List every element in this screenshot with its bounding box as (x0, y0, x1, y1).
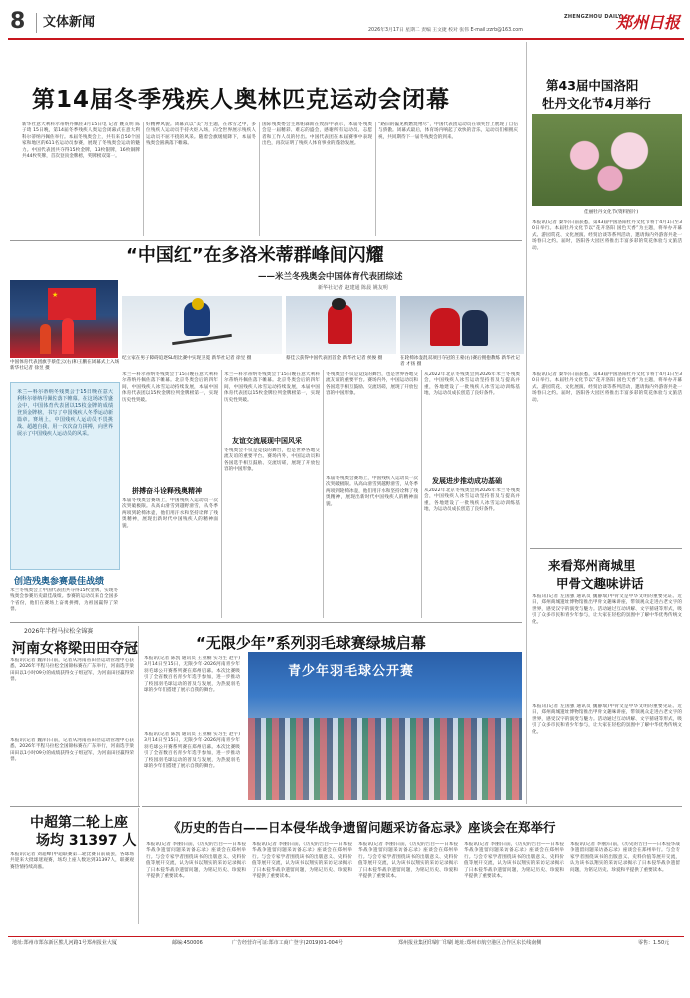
feature-text-c: 冬残奥会不仅是竞技的舞台，也是世界各地交流友谊的重要平台。赛场内外，中国运动员和各国选手相互鼓励、交流切磋，展现了开放包容的中国形象。 (224, 448, 320, 473)
henan-text: 本报讯(记者 魏萍)日前，记者从河南省田径运动管理中心获悉，2026年半程马拉松全国锦标赛在广东举行，河南选手梁田田以1小时09分的成绩获得女子组冠军，为河南田径赢得荣誉。 (10, 658, 134, 683)
caption-cai-jiayun: 蔡佳云获得中国代表团首金 新华社记者 侯俊 摄 (286, 356, 383, 361)
badminton-banner-text: 青少年羽毛球公开赛 (288, 664, 415, 679)
zhongchao-text: 本报讯(记者 刘超峰)中超联赛第二轮比赛日前战罢，各球场共迎来大批球迷观赛，场均上座人数达到31397人，联赛观赛热情持续高涨。 (10, 852, 134, 870)
feature-text-e: 从2022年北京冬残奥会到2026年米兰冬残奥会，中国残疾人冰雪运动坚持普及与提高并重，各地建设了一批残疾人冰雪运动训练基地，为运动员成长创造了良好条件。 (424, 488, 520, 513)
feature-subhead: ——米兰冬残奥会中国体育代表团综述 (258, 272, 403, 282)
oracle-text: 本报讯(记者 左国强 通讯员 魏静瑞)甲骨文是中华文明的重要见证。近日，郑州商城遗址博物馆推出甲骨文趣味讲座，带领观众走进古老文字的世界，感受汉字的演变与魅力。活动通过互动讲解、文字猜谜等形式，吸引了众多市民和青少年参与，让大家在轻松的氛围中了解中华优秀传统文化。 (532, 594, 682, 625)
history-col-3: 本报讯(记者 李丽)日前，《历史的告白——日本侵华战争遗留问题采访备忘录》座谈会在郑州举行。与会专家学者围绕该书的出版意义、史料价值等展开交流，认为该书以翔实的采访记录揭示了日本侵华战争遗留问题，为铭记历史、珍爱和平提供了重要读本。 (358, 842, 458, 880)
paper-en-name: ZHENGZHOU DAILY (564, 14, 622, 20)
feature-text-d-top: 冬残奥会不仅是竞技的舞台，也是世界各地交流友谊的重要平台。赛场内外，中国运动员和各国选手相互鼓励、交流切磋，展现了开放包容的中国形象。 (326, 372, 418, 397)
history-col-2: 本报讯(记者 李丽)日前，《历史的告白——日本侵华战争遗留问题采访备忘录》座谈会在郑州举行。与会专家学者围绕该书的出版意义、史料价值等展开交流，认为该书以翔实的采访记录揭示了日本侵华战争遗留问题，为铭记历史、珍爱和平提供了重要读本。 (252, 842, 352, 880)
footer-price: 零售：1.50元 (638, 940, 670, 946)
feature-text-c-top: 米兰—科尔蒂纳冬残奥会于15日晚在意大利科尔蒂纳丹佩佐落下帷幕。北京冬奥会后的四年间，中国残疾人冰雪运动持续发展，本届中国体育代表团以15枚金牌位列金牌榜第一，实现历史性突破。 (224, 372, 320, 403)
sidebar-summary-text: 米兰—科尔蒂纳冬残奥会于15日晚在意大利科尔蒂纳丹佩佐落下帷幕。在这场冰雪盛会中，中国体育代表团以15枚金牌的成绩登顶金牌榜，书写了中国残疾人冬季运动新篇章。赛场上，中国残疾人运动员不畏挑战、超越自我，用一次次奋力拼搏，向世界展示了中国残疾人运动员的风采。 (17, 389, 113, 437)
photo-flag-bearer: ★ (10, 280, 118, 358)
peony-text: 本报讯(记者 秦华)日前获悉，第43届中国洛阳牡丹文化节将于4月1日至30日举行。本届牡丹文化节以“花开洛阳 国色天香”为主题，将举办开幕式、游园赏花、文化展演、经贸洽谈等系列活动，邀请海内外游客共赴一场春日之约。届时，洛阳各大园区将推出丰富多彩的赏花体验与文旅活动。 (532, 220, 682, 251)
left-story-text: 米兰冬残奥会上中国代表团共夺得15枚金牌，实现冬残奥会参赛历史最佳战绩。参赛的运动员来自全国多个省份，他们在赛场上奋勇拼搏，为祖国赢得了荣誉。 (10, 588, 118, 613)
feature-subhead-3: 发展进步推动成功基础 (432, 477, 502, 485)
oracle-headline-1: 来看郑州商城里 (548, 558, 636, 573)
henan-tag: 2026年半程马拉松全锦赛 (24, 628, 94, 635)
badminton-headline: “无限少年”系列羽毛球赛绿城启幕 (196, 634, 426, 652)
sidebar-summary-box (10, 382, 120, 570)
footer-ad-license: 广告经营许可证:郑市工商广登字(2019)01-004号 (232, 940, 344, 946)
feature-headline: “中国红”在多洛米蒂群峰间闪耀 (126, 245, 384, 266)
feature-subhead-1: 拼搏奋斗诠释残奥精神 (132, 487, 202, 495)
oracle-headline-2: 甲骨文趣味讲话 (556, 576, 644, 591)
feature-subhead-2: 友谊交流展现中国风采 (232, 437, 302, 445)
zhongchao-headline-2: 场均 31397 人 (36, 833, 137, 849)
feature-text-d: 从2022年北京冬残奥会到2026年米兰冬残奥会，中国残疾人冰雪运动坚持普及与提高并重，各地建设了一批残疾人冰雪运动训练基地，为运动员成长创造了良好条件。 (424, 372, 520, 397)
peony-text-2: 本报讯(记者 秦华)日前获悉，第43届中国洛阳牡丹文化节将于4月1日至30日举行。本届牡丹文化节以“花开洛阳 国色天香”为主题，将举办开幕式、游园赏花、文化展演、经贸洽谈等系列活动，邀请海内外游客共赴一场春日之约。届时，洛阳各大园区将推出丰富多彩的赏花体验与文旅活动。 (532, 372, 682, 403)
zhongchao-headline-1: 中超第二轮上座 (30, 815, 128, 831)
badminton-text-2: 本报讯(记者 陈凯 通讯员 王亚楠 实习生 赵宇)3月14日至15日，无限少年·2026河南青少年羽毛球公开赛系列赛在郑州启幕。本次比赛吸引了全省数百名青少年选手参加，进一步推动了校园羽毛球运动的普及与发展，为热爱羽毛球的少年们搭建了展示自我的舞台。 (144, 732, 240, 770)
photo-ji-lijia (122, 296, 282, 354)
caption-wang-meng: 在轮椅冰壶混双项目夺冠的王蒙(右)赛后拥抱教练 新华社记者 才扬 摄 (400, 356, 520, 367)
footer-postal: 邮编:450006 (172, 940, 203, 946)
feature-text-a: 米兰—科尔蒂纳冬残奥会于15日晚在意大利科尔蒂纳丹佩佐落下帷幕。北京冬奥会后的四年间，中国残疾人冰雪运动持续发展，本届中国体育代表团以15枚金牌位列金牌榜第一，实现历史性突破。 (122, 372, 218, 403)
peony-headline-1: 第43届中国洛阳 (546, 78, 639, 93)
history-headline: 《历史的告白——日本侵华战争遗留问题采访备忘录》座谈会在郑举行 (168, 820, 556, 835)
peony-headline-2: 牡丹文化节4月举行 (542, 96, 651, 111)
history-col-4: 本报讯(记者 李丽)日前，《历史的告白——日本侵华战争遗留问题采访备忘录》座谈会在郑州举行。与会专家学者围绕该书的出版意义、史料价值等展开交流，认为该书以翔实的采访记录揭示了日本侵华战争遗留问题，为铭记历史、珍爱和平提供了重要读本。 (464, 842, 564, 880)
badminton-text: 本报讯(记者 陈凯 通讯员 王亚楠 实习生 赵宇)3月14日至15日，无限少年·2026河南青少年羽毛球公开赛系列赛在郑州启幕。本次比赛吸引了全省数百名青少年选手参加，进一步推动了校园羽毛球运动的普及与发展，为热爱羽毛球的少年们搭建了展示自我的舞台。 (144, 656, 240, 694)
history-col-1: 本报讯(记者 李丽)日前，《历史的告白——日本侵华战争遗留问题采访备忘录》座谈会在郑州举行。与会专家学者围绕该书的出版意义、史料价值等展开交流，认为该书以翔实的采访记录揭示了日本侵华战争遗留问题，为铭记历史、珍爱和平提供了重要读本。 (146, 842, 246, 880)
lead-headline: 第14届冬季残疾人奥林匹克运动会闭幕 (32, 87, 451, 113)
caption-ji-lijia: 纪立家在男子障碍追逐SL组比赛中实现卫冕 新华社记者 徐昱 摄 (122, 356, 252, 361)
lead-col-1: 新华社意大利科尔蒂纳丹佩佐3月15日电 记者 姚友明 陈子琦 15日晚，第14届冬季残疾人奥运会闭幕式在意大利科尔蒂纳丹佩佐举行。本届冬残奥会上，共有来自50个国家和地区的611名运动员参赛，展现了冬残奥会运动的魅力。中国代表团共夺得15枚金牌，13枚银牌，16枚铜牌共44枚奖牌，首次登顶金牌榜，奖牌榜双第一。 (22, 122, 140, 160)
photo-cai-jiayun (286, 296, 396, 354)
left-story-headline: 创造残奥参赛最佳战绩 (14, 577, 105, 587)
lead-col-2: 好精神风貌。闭幕式以“美”为主题，在冰雪之中，多位残疾人运动员手持火炬入场，向全世界展示残疾人运动员不屈不挠的风采。随着会旗缓缓降下，本届冬残奥会圆满落下帷幕。 (146, 122, 256, 147)
footer (8, 936, 684, 949)
history-col-5: 本报讯(记者 李丽)日前，《历史的告白——日本侵华战争遗留问题采访备忘录》座谈会在郑州举行。与会专家学者围绕该书的出版意义、史料价值等展开交流，认为该书以翔实的采访记录揭示了日本侵华战争遗留问题，为铭记历史、珍爱和平提供了重要读本。 (570, 842, 680, 873)
footer-address: 地址:郑州市郑东新区熊儿河路1号郑州报业大厦 (12, 940, 117, 946)
footer-printer: 郑州报业集团印刷厂印刷 地址:郑州市航空港区合作区东长线南侧 (398, 940, 542, 946)
henan-headline: 河南女将梁田田夺冠 (12, 641, 138, 657)
photo-wang-meng (400, 296, 524, 354)
feature-text-f: 本届冬残奥会赛场上，中国残疾人运动员一次次突破极限。从高山滑雪到越野滑雪，从冬季两项到轮椅冰壶，他们用汗水和坚持诠释了残奥精神，展现出新时代中国残疾人的精神面貌。 (326, 476, 418, 507)
date-line: 2026年3月17日 星期二 责编 王文捷 校对 张伟 E-mail:zzrb@163.com (368, 28, 523, 33)
oracle-text-2: 本报讯(记者 左国强 通讯员 魏静瑞)甲骨文是中华文明的重要见证。近日，郑州商城遗址博物馆推出甲骨文趣味讲座，带领观众走进古老文字的世界，感受汉字的演变与魅力。活动通过互动讲解、文字猜谜等形式，吸引了众多市民和青少年参与，让大家在轻松的氛围中了解中华优秀传统文化。 (532, 704, 682, 735)
photo-peony (532, 114, 682, 206)
caption-flag-bearer: 中国体育代表团旗手蔡佳云(右)和王鹏在闭幕式上入场 新华社记者 徐昱 摄 (10, 360, 120, 371)
page-number: 8 (10, 9, 26, 34)
henan-text-2: 本报讯(记者 魏萍)日前，记者从河南省田径运动管理中心获悉，2026年半程马拉松全国锦标赛在广东举行，河南选手梁田田以1小时09分的成绩获得女子组冠军，为河南田径赢得荣誉。 (10, 738, 134, 763)
masthead (8, 8, 684, 40)
caption-peony: 佳丽牡丹文化节(资料图片) (584, 210, 639, 215)
section-title: 文体新闻 (36, 13, 95, 33)
lead-col-4: “路旧的偏见被燃烧殆尽”，中国代表团运动员在领奖台上展现了自信与骄傲。闭幕式最后，体育场内响起了欢快的音乐，运动员们相拥庆祝，共同期待下一届冬残奥会的到来。 (378, 122, 518, 140)
feature-text-b: 本届冬残奥会赛场上，中国残疾人运动员一次次突破极限。从高山滑雪到越野滑雪，从冬季两项到轮椅冰壶，他们用汗水和坚持诠释了残奥精神，展现出新时代中国残疾人的精神面貌。 (122, 498, 218, 529)
paper-logo: 郑州日报 (616, 13, 681, 32)
photo-badminton-opening (248, 652, 522, 800)
feature-byline: 新华社记者 赵建通 陈晨 姚友明 (318, 285, 388, 291)
lead-col-3: 国际残奥委会主席帕森斯在致辞中表示，本届冬残奥会是一届精彩、难忘的盛会，感谢所有运动员、志愿者和工作人员的付出。中国代表团在本届赛事中表现出色，再次证明了残疾人体育事业的蓬勃发展。 (262, 122, 372, 147)
